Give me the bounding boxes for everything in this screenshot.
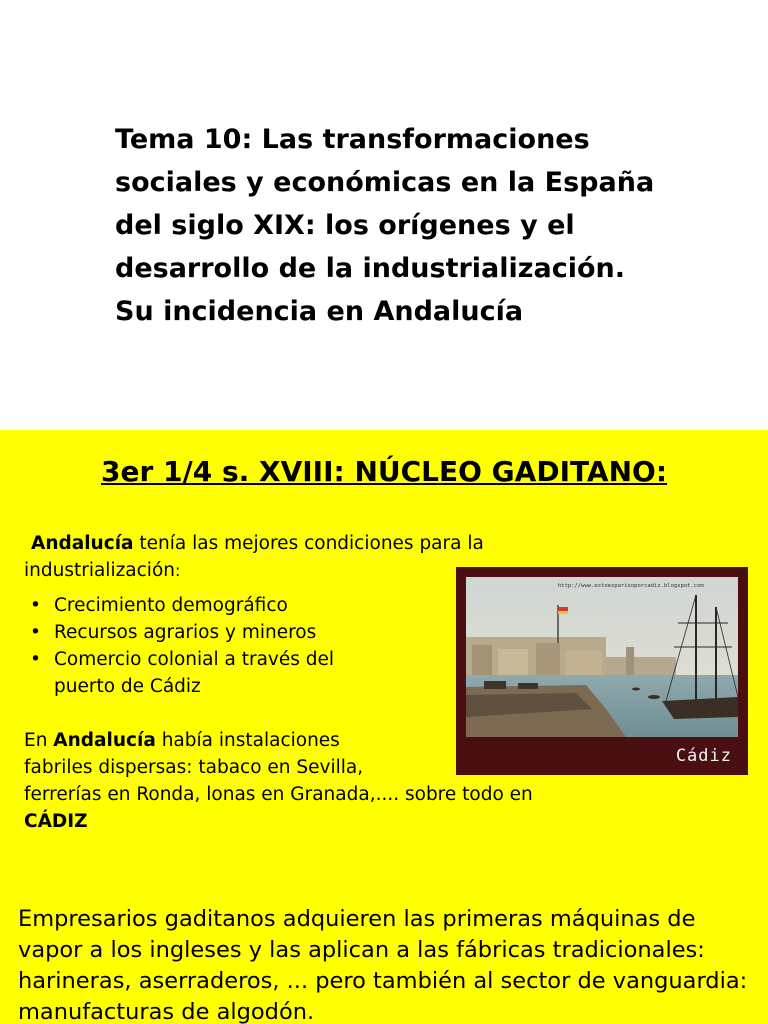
para2-text: había instalaciones fabriles dispersas: tabaco en Sevilla, ferrerías en Ronda, lonas en Granada,.... sobre todo en — [24, 730, 533, 805]
bullet-marker: • — [30, 649, 41, 670]
content-slide — [0, 430, 768, 1024]
list-item — [30, 592, 450, 619]
entrepreneurs-paragraph: Empresarios gaditanos adquieren las primeras máquinas de vapor a los ingleses y las aplican a las fábricas tradicionales: harineras, aserraderos, ... pero también al sector de vanguardia: manufacturas de algodón. — [18, 906, 748, 1024]
list-item — [30, 619, 450, 646]
list-item-text: Comercio colonial a través del — [54, 649, 335, 670]
slide-heading: 3er 1/4 s. XVIII: NÚCLEO GADITANO: — [100, 455, 668, 488]
cadiz-harbor-illustration — [466, 577, 738, 737]
image-caption: Cádiz — [675, 746, 732, 766]
para2-bold-end: CÁDIZ — [24, 811, 88, 832]
bullet-marker: • — [30, 622, 41, 643]
para2-pre: En — [24, 730, 54, 751]
list-item-text: Recursos agrarios y mineros — [54, 622, 317, 643]
cadiz-engraving — [456, 567, 748, 775]
list-item-text: Crecimiento demográfico — [54, 595, 288, 616]
bullet-marker: • — [30, 595, 41, 616]
image-watermark: http://www.estoesparisoporcadiz.blogspot.com — [558, 583, 704, 589]
para2-bold-term: Andalucía — [53, 730, 156, 751]
intro-colon: : — [175, 561, 181, 580]
intro-text: tenía las mejores condiciones para la — [133, 533, 484, 554]
slide-title: Tema 10: Las transformaciones sociales y económicas en la España del siglo XIX: los orígenes y el desarrollo de la industrialización. Su incidencia en Andalucía — [115, 124, 655, 327]
title-slide — [0, 0, 768, 430]
list-item — [30, 646, 450, 673]
intro-bold-term: Andalucía — [31, 533, 134, 554]
conditions-list — [30, 592, 450, 700]
intro-line2: industrialización — [24, 560, 175, 581]
list-item-continuation: puerto de Cádiz — [54, 676, 201, 697]
